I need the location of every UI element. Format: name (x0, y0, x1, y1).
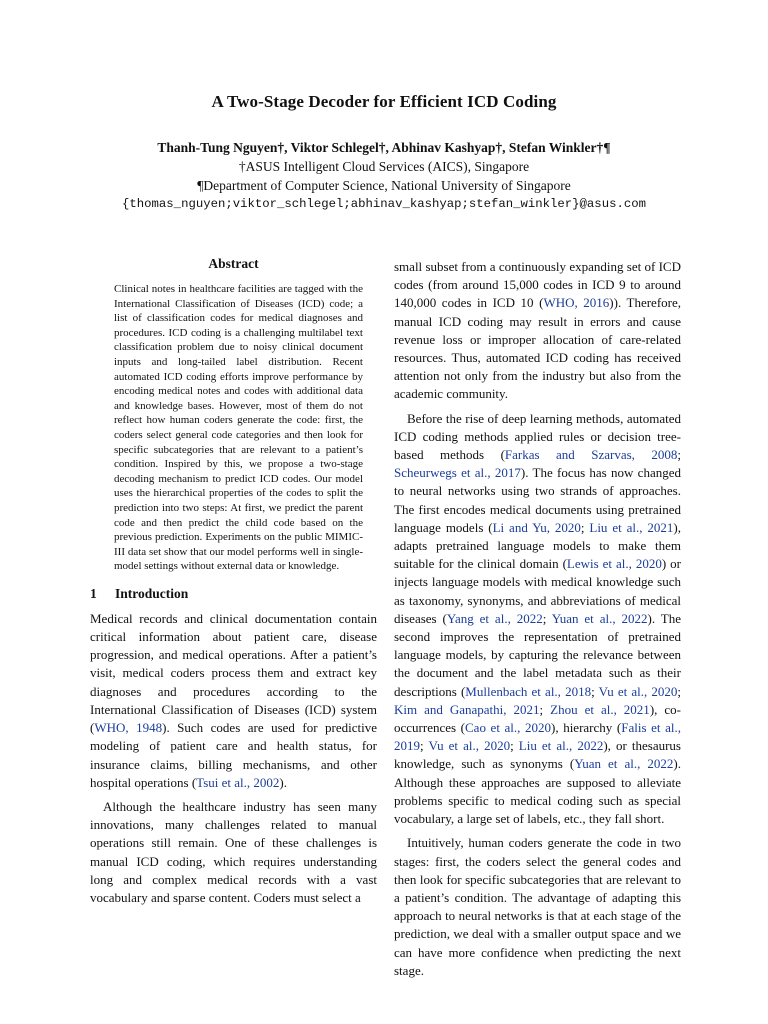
author-names: Thanh-Tung Nguyen†, Viktor Schlegel†, Abhinav Kashyap†, Stefan Winkler†¶ (157, 140, 611, 155)
citation-link[interactable]: Liu et al., 2022 (518, 738, 604, 754)
author-block (0, 138, 768, 214)
citation-link[interactable]: Vu et al., 2020 (428, 738, 511, 754)
text-run: ), or thesaurus knowledge, such as synonyms ( (394, 738, 681, 772)
citation-link[interactable]: Kim and Ganapathi, 2021 (394, 701, 540, 717)
right-paragraph-1 (394, 258, 681, 404)
text-run: Intuitively, human coders generate the code in two stages: first, the coders select the general codes and then look for specific subcategories that are relevant to a patient’s condition. The advantage of adapting this approach to neural networks is that at each stage of the prediction, we deal with a smaller output space and we can have more confidence when predicting the next stage. (394, 835, 681, 978)
text-run: Although the healthcare industry has seen many innovations, many challenges related to manual operations still remain. One of these challenges is manual ICD coding, which requires understanding long and complex medical records with a vast vocabulary and sparse content. Coders must select a (90, 798, 377, 905)
text-run: Before the rise of deep learning methods, automated ICD coding methods applied rules or decision tree-based methods ( (394, 410, 681, 463)
text-run: ; (510, 738, 519, 754)
text-run: ; (677, 447, 682, 463)
text-run: ; (677, 683, 681, 699)
section-heading-introduction (90, 586, 377, 602)
text-run: ), adapts pretrained language models to make them suitable for the clinical domain ( (394, 519, 681, 572)
text-run: ) or injects language models with medical knowledge such as taxonomy, synonyms, and abbreviations of medical diseases ( (394, 556, 681, 626)
citation-link[interactable]: Liu et al., 2021 (589, 519, 674, 535)
right-paragraph-3 (394, 834, 681, 980)
citation-link[interactable]: WHO, 2016 (543, 295, 610, 311)
citation-link[interactable]: Scheurwegs et al., 2017 (394, 465, 521, 481)
text-run: ). Such codes are used for predictive modeling of patient care and health status, for insurance claims, billing mechanisms, and other hospital operations ( (90, 720, 378, 790)
text-run: ; (542, 610, 552, 626)
text-run: ), hierarchy ( (551, 720, 622, 736)
citation-link[interactable]: Yuan et al., 2022 (551, 610, 648, 626)
section-title: Introduction (115, 585, 189, 601)
affiliation-aics: †ASUS Intelligent Cloud Services (AICS), Singapore (238, 159, 530, 174)
text-run: Medical records and clinical documentation contain critical information about patient care, disease progression, and medical operations. After a patient’s visit, medical coders process them and extract key diagnoses and procedures according to the International Classification of Diseases (ICD) system ( (90, 610, 377, 736)
citation-link[interactable]: WHO, 1948 (94, 720, 163, 736)
citation-link[interactable]: Zhou et al., 2021 (550, 701, 650, 717)
section-number: 1 (90, 585, 97, 601)
citation-link[interactable]: Cao et al., 2020 (465, 720, 552, 736)
text-run: ). The second improves the representation of pretrained language models, by capturing the relevance between the document and the label metadata such as their descriptions ( (394, 610, 681, 699)
citation-link[interactable]: Vu et al., 2020 (598, 683, 678, 699)
citation-link[interactable]: Yang et al., 2022 (446, 610, 543, 626)
left-column (90, 256, 377, 907)
text-run: ). (279, 774, 287, 790)
intro-paragraph-2 (90, 798, 377, 907)
affiliation-nus: ¶Department of Computer Science, National University of Singapore (197, 178, 571, 193)
citation-link[interactable]: Mullenbach et al., 2018 (465, 683, 592, 699)
text-run: ). The focus has now changed to neural networks using two strands of approaches. The first encodes medical documents using pretrained language models ( (394, 465, 681, 535)
text-run: small subset from a continuously expanding set of ICD codes (from around 15,000 codes in ICD 9 to around 140,000 codes in ICD 10 ( (394, 259, 681, 311)
text-run: ), co-occurrences ( (394, 701, 681, 736)
right-paragraph-2 (394, 410, 681, 829)
citation-link[interactable]: Farkas and Szarvas, 2008 (504, 447, 678, 463)
citation-link[interactable]: Tsui et al., 2002 (196, 774, 280, 790)
text-run: )). Therefore, manual ICD coding may result in errors and cause revenue loss or improper allocation of care-related resources. Thus, automated ICD coding has received attention not only from the industry but also from the academic community. (394, 295, 682, 402)
text-run: ; (591, 683, 599, 699)
abstract-heading: Abstract (208, 256, 259, 271)
citation-link[interactable]: Yuan et al., 2022 (574, 756, 674, 772)
paper-title: A Two-Stage Decoder for Efficient ICD Coding (211, 92, 557, 111)
author-emails: {thomas_nguyen;viktor_schlegel;abhinav_kashyap;stefan_winkler}@asus.com (122, 197, 646, 211)
text-run: ; (539, 701, 551, 717)
citation-link[interactable]: Lewis et al., 2020 (566, 556, 662, 572)
text-run: ). Although these approaches are supposed to alleviate problems specific to medical coding such as special vocabulary, a large set of labels, etc., they fall short. (394, 756, 681, 827)
right-column (394, 258, 681, 980)
citation-link[interactable]: Falis et al., 2019 (394, 720, 681, 754)
citation-link[interactable]: Li and Yu, 2020 (492, 519, 581, 535)
abstract-text: Clinical notes in healthcare facilities are tagged with the International Classification of Diseases (ICD) code; a list of classification codes for medical diagnoses and procedures. ICD coding is a challenging multilabel text classification problem due to noisy clinical document inputs and long-tailed label distribution. Recent automated ICD coding efforts improve performance by encoding medical notes and codes with additional data and knowledge bases. However, most of them do not reflect how human coders generate the code: first, the coders select general code categories and then look for specific subcategories that are relevant to a patient’s condition. Inspired by this, we propose a two-stage decoding mechanism to predict ICD codes. Our model uses the hierarchical properties of the codes to split the prediction into two steps: At first, we predict the parent code and then predict the child code based on the previous prediction. Experiments on the public MIMIC-III data set show that our model performs well in single-model settings without external data or knowledge. (114, 283, 363, 573)
text-run: ; (420, 738, 429, 754)
intro-paragraph-1 (90, 610, 377, 792)
text-run: ; (580, 519, 590, 535)
